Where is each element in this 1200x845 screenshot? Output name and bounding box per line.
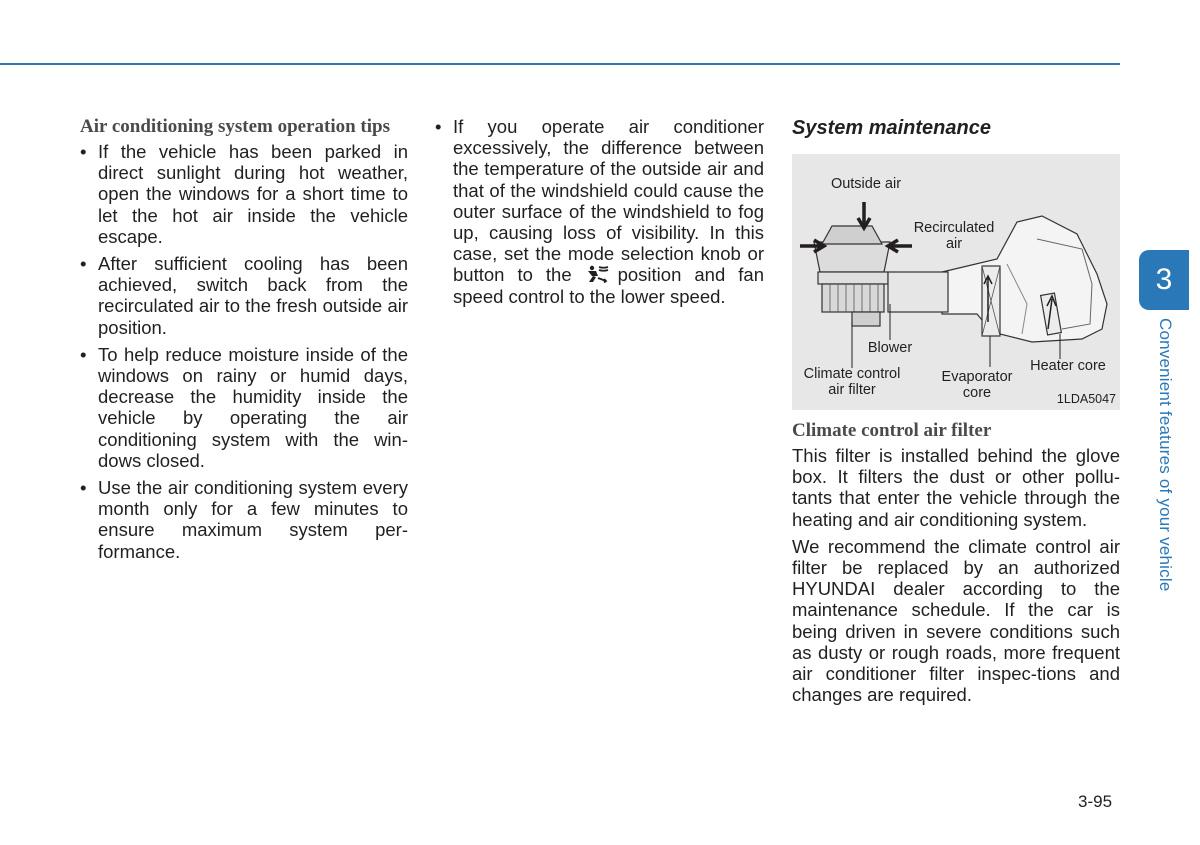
recirculated-air-label: Recirculated air [913,220,995,252]
list-item-text: To help reduce moisture inside of the windows on rainy or humid days, decrease the humidity inside the vehicle by operating the air conditioning system with the win-dows closed. [98,343,408,471]
chapter-number-tab: 3 [1139,250,1189,310]
hvac-diagram [792,154,1120,410]
ac-tips-list [80,141,408,562]
defrost-floor-mode-icon [584,265,610,283]
page-number: 3-95 [1078,792,1113,811]
bullet-icon: • [435,116,442,137]
fog-warning-list [435,116,764,307]
filter-paragraph-2: We recommend the climate control air filter be replaced by an authorized HYUNDAI dealer according to the maintenance schedule. If the car is being driven in severe conditions such as dusty or rough roads, more frequent air conditioner filter inspec-tions and changes are required. [792,535,1120,706]
evaporator-core-label: Evaporator core [941,369,1013,401]
filter-paragraph-1: This filter is installed behind the glove box. It filters the dust or other pollu-tants that enter the vehicle through the heating and air conditioning system. [792,445,1120,530]
list-item-text: If the vehicle has been parked in direct sunlight during hot weather, open the windows for a short time to let the hot air inside the vehicle escape. [98,141,408,247]
bullet-icon: • [80,141,87,162]
system-maintenance-heading: System maintenance [792,117,991,139]
middle-column [435,116,764,313]
heater-core-label: Heater core [1030,358,1106,374]
list-item [80,141,408,247]
list-item [80,344,408,471]
ac-tips-heading: Air conditioning system operation tips [80,116,391,137]
left-column [80,116,408,568]
bullet-icon: • [80,343,87,365]
chapter-title: Convenient features of your vehicle [1156,318,1175,592]
figure-code: 1LDA5047 [1056,392,1116,406]
air-filter-subheading: Climate control air filter [792,420,992,441]
list-item [435,116,764,307]
blower-label: Blower [867,340,913,356]
bullet-icon: • [80,477,87,499]
bullet-icon: • [80,253,87,275]
list-item [80,253,408,338]
outside-air-label: Outside air [830,176,902,192]
list-item-text-before: If you operate air conditioner excessively, the difference between the temperature of the outside air and that of the windshield could cause the outer surface of the windshield to fog up, causing loss of visibility. In this case, set the mode selection knob or button to the [453,116,764,286]
header-rule [0,63,1120,65]
climate-control-air-filter-label: Climate control air filter [803,366,901,398]
list-item-text: After sufficient cooling has been achieved, switch back from the recirculated air to the fresh outside air position. [98,253,408,338]
list-item-text-after: position and fan speed control to the lower speed. [453,264,764,307]
right-column [792,116,1120,711]
list-item-text: Use the air conditioning system every month only for a few minutes to ensure maximum system per-formance. [98,477,408,562]
list-item [80,477,408,562]
